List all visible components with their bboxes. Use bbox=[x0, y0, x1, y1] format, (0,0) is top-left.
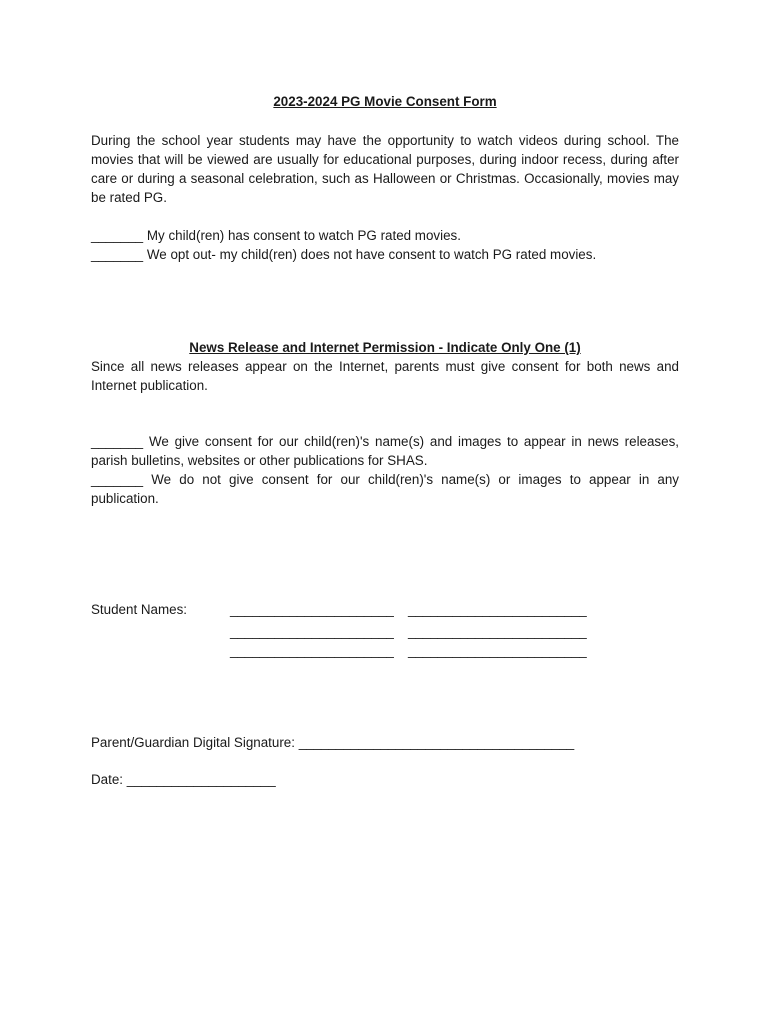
news-intro-paragraph: Since all news releases appear on the Internet, parents must give consent for both news and Internet publication. bbox=[91, 359, 679, 393]
news-consent-blank[interactable]: _______ bbox=[91, 434, 144, 449]
date-field[interactable]: ____________________ bbox=[126, 772, 276, 787]
date-row bbox=[91, 770, 276, 789]
student-name-field[interactable]: ______________________ bbox=[230, 602, 394, 617]
signature-field[interactable]: _____________________________________ bbox=[298, 735, 575, 750]
news-optout-text: We do not give consent for our child(ren)'s name(s) or images to appear in any publication. bbox=[91, 472, 679, 506]
news-section-title: News Release and Internet Permission - Indicate Only One (1) bbox=[189, 340, 581, 355]
student-name-field[interactable]: ______________________ bbox=[230, 624, 394, 639]
signature-row bbox=[91, 733, 574, 752]
pg-consent-option bbox=[91, 226, 679, 245]
pg-optout-blank[interactable]: _______ bbox=[91, 247, 144, 262]
pg-optout-option bbox=[91, 245, 679, 264]
student-name-field[interactable]: ______________________ bbox=[230, 643, 394, 658]
student-name-field[interactable]: ________________________ bbox=[408, 602, 587, 617]
pg-optout-text: We opt out- my child(ren) does not have consent to watch PG rated movies. bbox=[146, 247, 597, 262]
student-name-field[interactable]: ________________________ bbox=[408, 624, 587, 639]
student-names-label: Student Names: bbox=[91, 602, 188, 617]
news-consent-text: We give consent for our child(ren)'s name(s) and images to appear in news releases, parish bulletins, websites or other publications for SHAS. bbox=[91, 434, 679, 468]
date-label: Date: bbox=[91, 772, 124, 787]
student-name-field[interactable]: ________________________ bbox=[408, 643, 587, 658]
news-optout-blank[interactable]: _______ bbox=[91, 472, 144, 487]
pg-intro-paragraph: During the school year students may have the opportunity to watch videos during school. The movies that will be viewed are usually for educational purposes, during indoor recess, during after care or during a seasonal celebration, such as Halloween or Christmas. Occasionally, movies may be rated PG. bbox=[91, 133, 679, 205]
signature-label: Parent/Guardian Digital Signature: bbox=[91, 735, 295, 750]
pg-consent-blank[interactable]: _______ bbox=[91, 228, 144, 243]
pg-consent-text: My child(ren) has consent to watch PG rated movies. bbox=[146, 228, 461, 243]
news-consent-option bbox=[91, 432, 679, 470]
page-title: 2023-2024 PG Movie Consent Form bbox=[273, 94, 497, 109]
news-optout-option bbox=[91, 470, 679, 508]
